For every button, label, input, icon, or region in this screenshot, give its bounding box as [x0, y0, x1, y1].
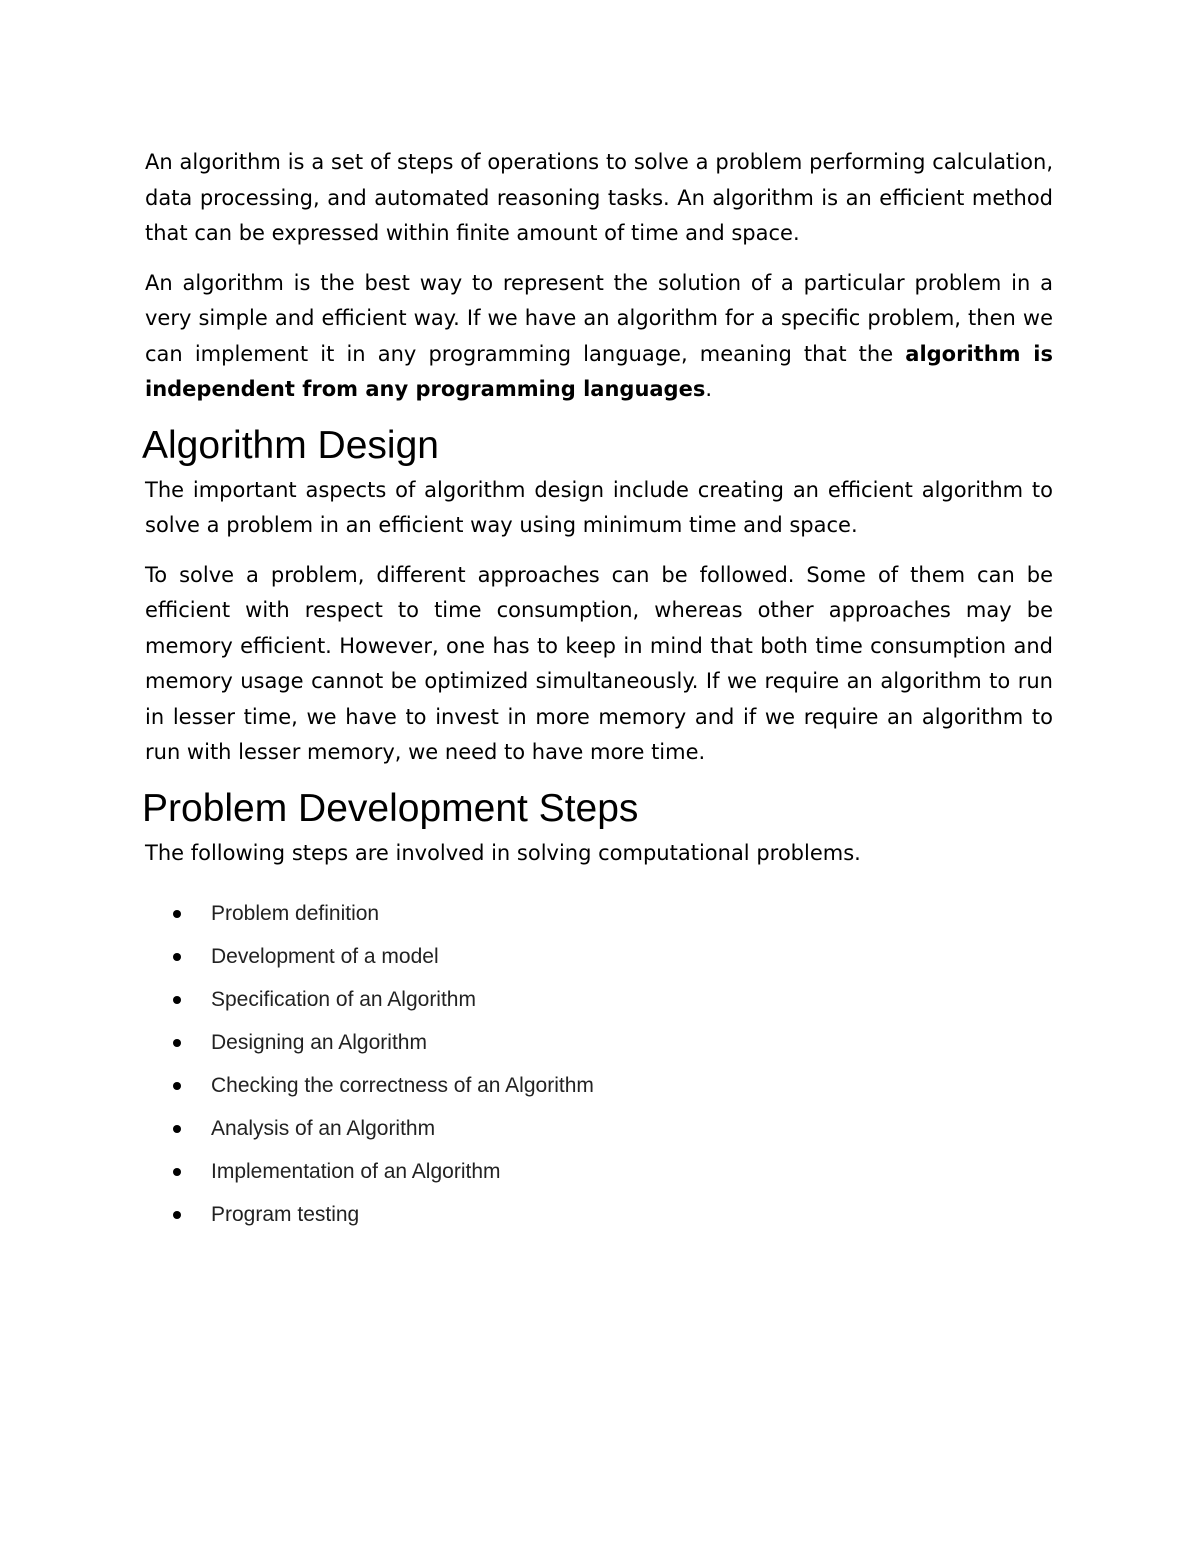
bullet-icon: [173, 1039, 181, 1047]
bullet-icon: [173, 1168, 181, 1176]
list-item: [145, 944, 1053, 969]
problem-development-steps-heading: Problem Development Steps: [142, 786, 639, 830]
intro-paragraph-2: [145, 266, 1053, 408]
list-item-text: Checking the correctness of an Algorithm: [211, 1074, 594, 1097]
bullet-icon: [173, 996, 181, 1004]
bullet-icon: [173, 1125, 181, 1133]
list-item: [145, 901, 1053, 926]
bullet-icon: [173, 953, 181, 961]
list-item-text: Designing an Algorithm: [211, 1031, 427, 1054]
bullet-icon: [173, 1211, 181, 1219]
list-item-text: Analysis of an Algorithm: [211, 1117, 436, 1140]
list-item-text: Specification of an Algorithm: [211, 988, 476, 1011]
list-item-text: Implementation of an Algorithm: [211, 1160, 501, 1183]
document-page: [142, 145, 1053, 1245]
intro-paragraph-1: An algorithm is a set of steps of operations to solve a problem performing calculation, data processing, and automated reasoning tasks. An algorithm is an efficient method that can be expressed within finite amount of time and space.: [145, 150, 1053, 245]
list-item: [145, 987, 1053, 1012]
intro-paragraph-2-end: .: [705, 377, 713, 401]
intro-paragraph-2-bold: algorithm is independent from any programming languages: [145, 341, 1053, 401]
bullet-icon: [173, 1082, 181, 1090]
list-item-text: Development of a model: [211, 945, 439, 968]
steps-list: [145, 901, 1053, 1227]
list-item: [145, 1159, 1053, 1184]
intro-paragraph-2-text: An algorithm is the best way to represent the solution of a particular problem in a very simple and efficient way. If we have an algorithm for a specific problem, then we can implement it in any programming language, meaning that the: [145, 270, 1053, 366]
list-item-text: Problem definition: [211, 902, 380, 925]
list-item-text: Program testing: [211, 1203, 360, 1226]
list-item: [145, 1116, 1053, 1141]
design-paragraph-1: The important aspects of algorithm design include creating an efficient algorithm to solve a problem in an efficient way using minimum time and space.: [145, 477, 1053, 537]
list-item: [145, 1202, 1053, 1227]
algorithm-design-heading: Algorithm Design: [142, 423, 439, 467]
list-item: [145, 1073, 1053, 1098]
bullet-icon: [173, 910, 181, 918]
steps-lead-paragraph: The following steps are involved in solving computational problems.: [145, 840, 861, 865]
design-paragraph-2: To solve a problem, different approaches can be followed. Some of them can be efficient with respect to time consumption, whereas other approaches may be memory efficient. However, one has to keep in mind that both time consumption and memory usage cannot be optimized simultaneously. If we require an algorithm to run in lesser time, we have to invest in more memory and if we require an algorithm to run with lesser memory, we need to have more time.: [145, 562, 1053, 764]
list-item: [145, 1030, 1053, 1055]
